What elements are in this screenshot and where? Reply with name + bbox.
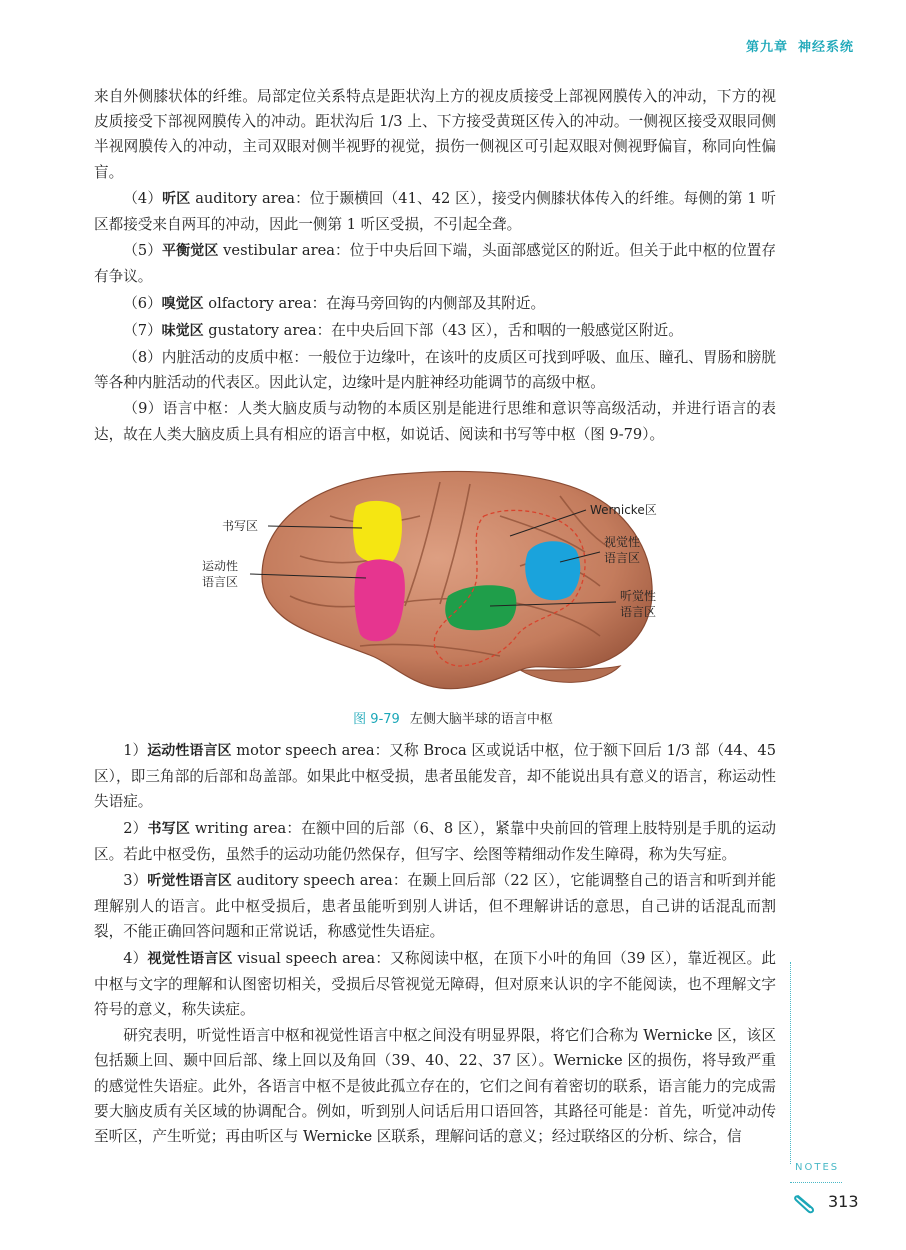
- item-text: 内脏活动的皮质中枢：一般位于边缘叶，在该叶的皮质区可找到呼吸、血压、瞳孔、胃肠和膀胱等各种内脏活动的代表区。因此认定，边缘叶是内脏神经功能调节的高级中枢。: [94, 349, 776, 392]
- body-text-top: [94, 84, 776, 447]
- paragraph-gustatory-area: [94, 318, 776, 344]
- item-prefix: 3）: [123, 872, 148, 890]
- label-motor-speech-2: 语言区: [202, 575, 239, 589]
- brain-illustration: [0, 456, 906, 706]
- item-term: 味觉区: [161, 322, 204, 339]
- paragraph-motor-speech-area: [94, 738, 776, 815]
- item-term: 书写区: [147, 820, 191, 837]
- auditory-speech-area: [445, 585, 516, 630]
- closing-paragraph: 研究表明，听觉性语言中枢和视觉性语言中枢之间没有明显界限，将它们合称为 Wernicke 区，该区包括颞上回、颞中回后部、缘上回以及角回（39、40、22、37 区）。Wernicke 区的损伤，将导致严重的感觉性失语症。此外，各语言中枢不是彼此孤立存在的，它们之间有着密切的联系，语言能力的完成需要大脑皮质有关区域的协调配合。例如，听到别人问话后用口语回答，其路径可能是：首先，听觉冲动传至听区，产生听觉；再由听区与 Wernicke 区联系，理解问话的意义；经过联络区的分析、综合，信: [94, 1027, 776, 1146]
- label-wernicke-area: Wernicke区: [590, 503, 657, 517]
- item-prefix: 1）: [123, 742, 148, 759]
- paragraph-vestibular-area: [94, 238, 776, 289]
- paragraph-auditory-speech-area: [94, 868, 776, 945]
- paragraph-visceral-center: [94, 345, 776, 395]
- figure-title: 左侧大脑半球的语言中枢: [409, 712, 553, 727]
- label-motor-speech-1: 运动性: [202, 559, 239, 573]
- item-text: olfactory area：在海马旁回钩的内侧部及其附近。: [203, 294, 546, 312]
- item-term: 听区: [162, 190, 191, 207]
- item-prefix: （9）: [123, 400, 163, 418]
- item-text: auditory area：位于颞横回（41、42 区），接受内侧膝状体传入的纤维。每侧的第 1 听区都接受来自两耳的冲动，因此一侧第 1 听区受损，不引起全聋。: [94, 189, 777, 234]
- label-auditory-speech-1: 听觉性: [620, 589, 657, 603]
- item-text: vestibular area：位于中央后回下端，头面部感觉区的附近。但关于此中枢的位置存有争议。: [94, 242, 776, 286]
- label-writing-area: 书写区: [222, 519, 259, 533]
- item-prefix: （7）: [123, 321, 162, 339]
- item-prefix: 4）: [123, 949, 148, 967]
- item-text: gustatory area：在中央后回下部（43 区），舌和咽的一般感觉区附近。: [203, 321, 683, 339]
- paperclip-icon: [792, 1192, 820, 1214]
- chapter-number: 第九章: [745, 40, 788, 55]
- paragraph-language-center: [94, 396, 776, 446]
- notes-label: NOTES: [795, 1162, 840, 1173]
- paragraph-visual-speech-area: [94, 946, 776, 1023]
- page-number: 313: [828, 1192, 859, 1211]
- paragraph-writing-area: [94, 816, 776, 867]
- label-auditory-speech-2: 语言区: [620, 605, 657, 619]
- motor-speech-area: [354, 559, 405, 641]
- chapter-title: 神经系统: [797, 40, 854, 55]
- figure-brain-language-centers: [0, 456, 906, 726]
- item-prefix: （6）: [123, 294, 162, 312]
- notes-margin-rule: [790, 962, 791, 1164]
- item-text: auditory speech area：在颞上回后部（22 区），它能调整自己的语言和听到并能理解别人的语言。此中枢受损后，患者虽能听到别人讲话，但不理解讲话的意思，自己讲的话混乱而割裂，不能正确回答问题和正常说话，称感觉性失语症。: [94, 872, 777, 941]
- item-text: visual speech area：又称阅读中枢，在顶下小叶的角回（39 区），靠近视区。此中枢与文字的理解和认图密切相关，受损后尽管视觉无障碍，但对原来认识的字不能阅读，也不理解文字符号的意义，称失读症。: [94, 949, 776, 1019]
- item-term: 平衡觉区: [162, 243, 219, 260]
- running-header: [736, 36, 854, 55]
- item-term: 嗅觉区: [161, 295, 204, 312]
- item-term: 听觉性语言区: [147, 873, 232, 890]
- item-prefix: （5）: [123, 242, 162, 260]
- item-text: writing area：在额中回的后部（6、8 区），紧靠中央前回的管理上肢特别是手肌的运动区。若此中枢受伤，虽然手的运动功能仍然保存，但写字、绘图等精细动作发生障碍，称为失写症。: [94, 819, 776, 863]
- paragraph-olfactory-area: [94, 291, 776, 317]
- item-prefix: （8）: [123, 349, 162, 367]
- visual-speech-area: [525, 541, 580, 600]
- intro-paragraph: 来自外侧膝状体的纤维。局部定位关系特点是距状沟上方的视皮质接受上部视网膜传入的冲动，下方的视皮质接受下部视网膜传入的冲动。距状沟后 1/3 上、下方接受黄斑区传入的冲动。一侧视区接受双眼同侧半视网膜传入的冲动，主司双眼对侧半视野的视觉，损伤一侧视区可引起双眼对侧视野偏盲，称同向性偏盲。: [94, 88, 776, 181]
- item-text: motor speech area：又称 Broca 区或说话中枢，位于额下回后 1/3 部（44、45 区），即三角部的后部和岛盖部。如果此中枢受损，患者虽能发音，却不能说出具有意义的语言，称运动性失语症。: [94, 742, 777, 811]
- label-visual-speech-1: 视觉性: [604, 535, 641, 549]
- item-prefix: 2）: [123, 819, 148, 837]
- paragraph-auditory-area: [94, 186, 776, 237]
- item-term: 视觉性语言区: [147, 950, 233, 967]
- notes-underline: [790, 1182, 842, 1183]
- figure-number: 图 9-79: [353, 712, 400, 727]
- item-text: 语言中枢：人类大脑皮质与动物的本质区别是能进行思维和意识等高级活动，并进行语言的表达，故在人类大脑皮质上具有相应的语言中枢，如说话、阅读和书写等中枢（图 9-79）。: [94, 400, 776, 443]
- item-prefix: （4）: [123, 189, 163, 207]
- body-text-bottom: [94, 738, 776, 1149]
- item-term: 运动性语言区: [147, 743, 232, 759]
- figure-caption: [0, 708, 906, 727]
- writing-area: [353, 501, 402, 564]
- label-visual-speech-2: 语言区: [604, 551, 641, 565]
